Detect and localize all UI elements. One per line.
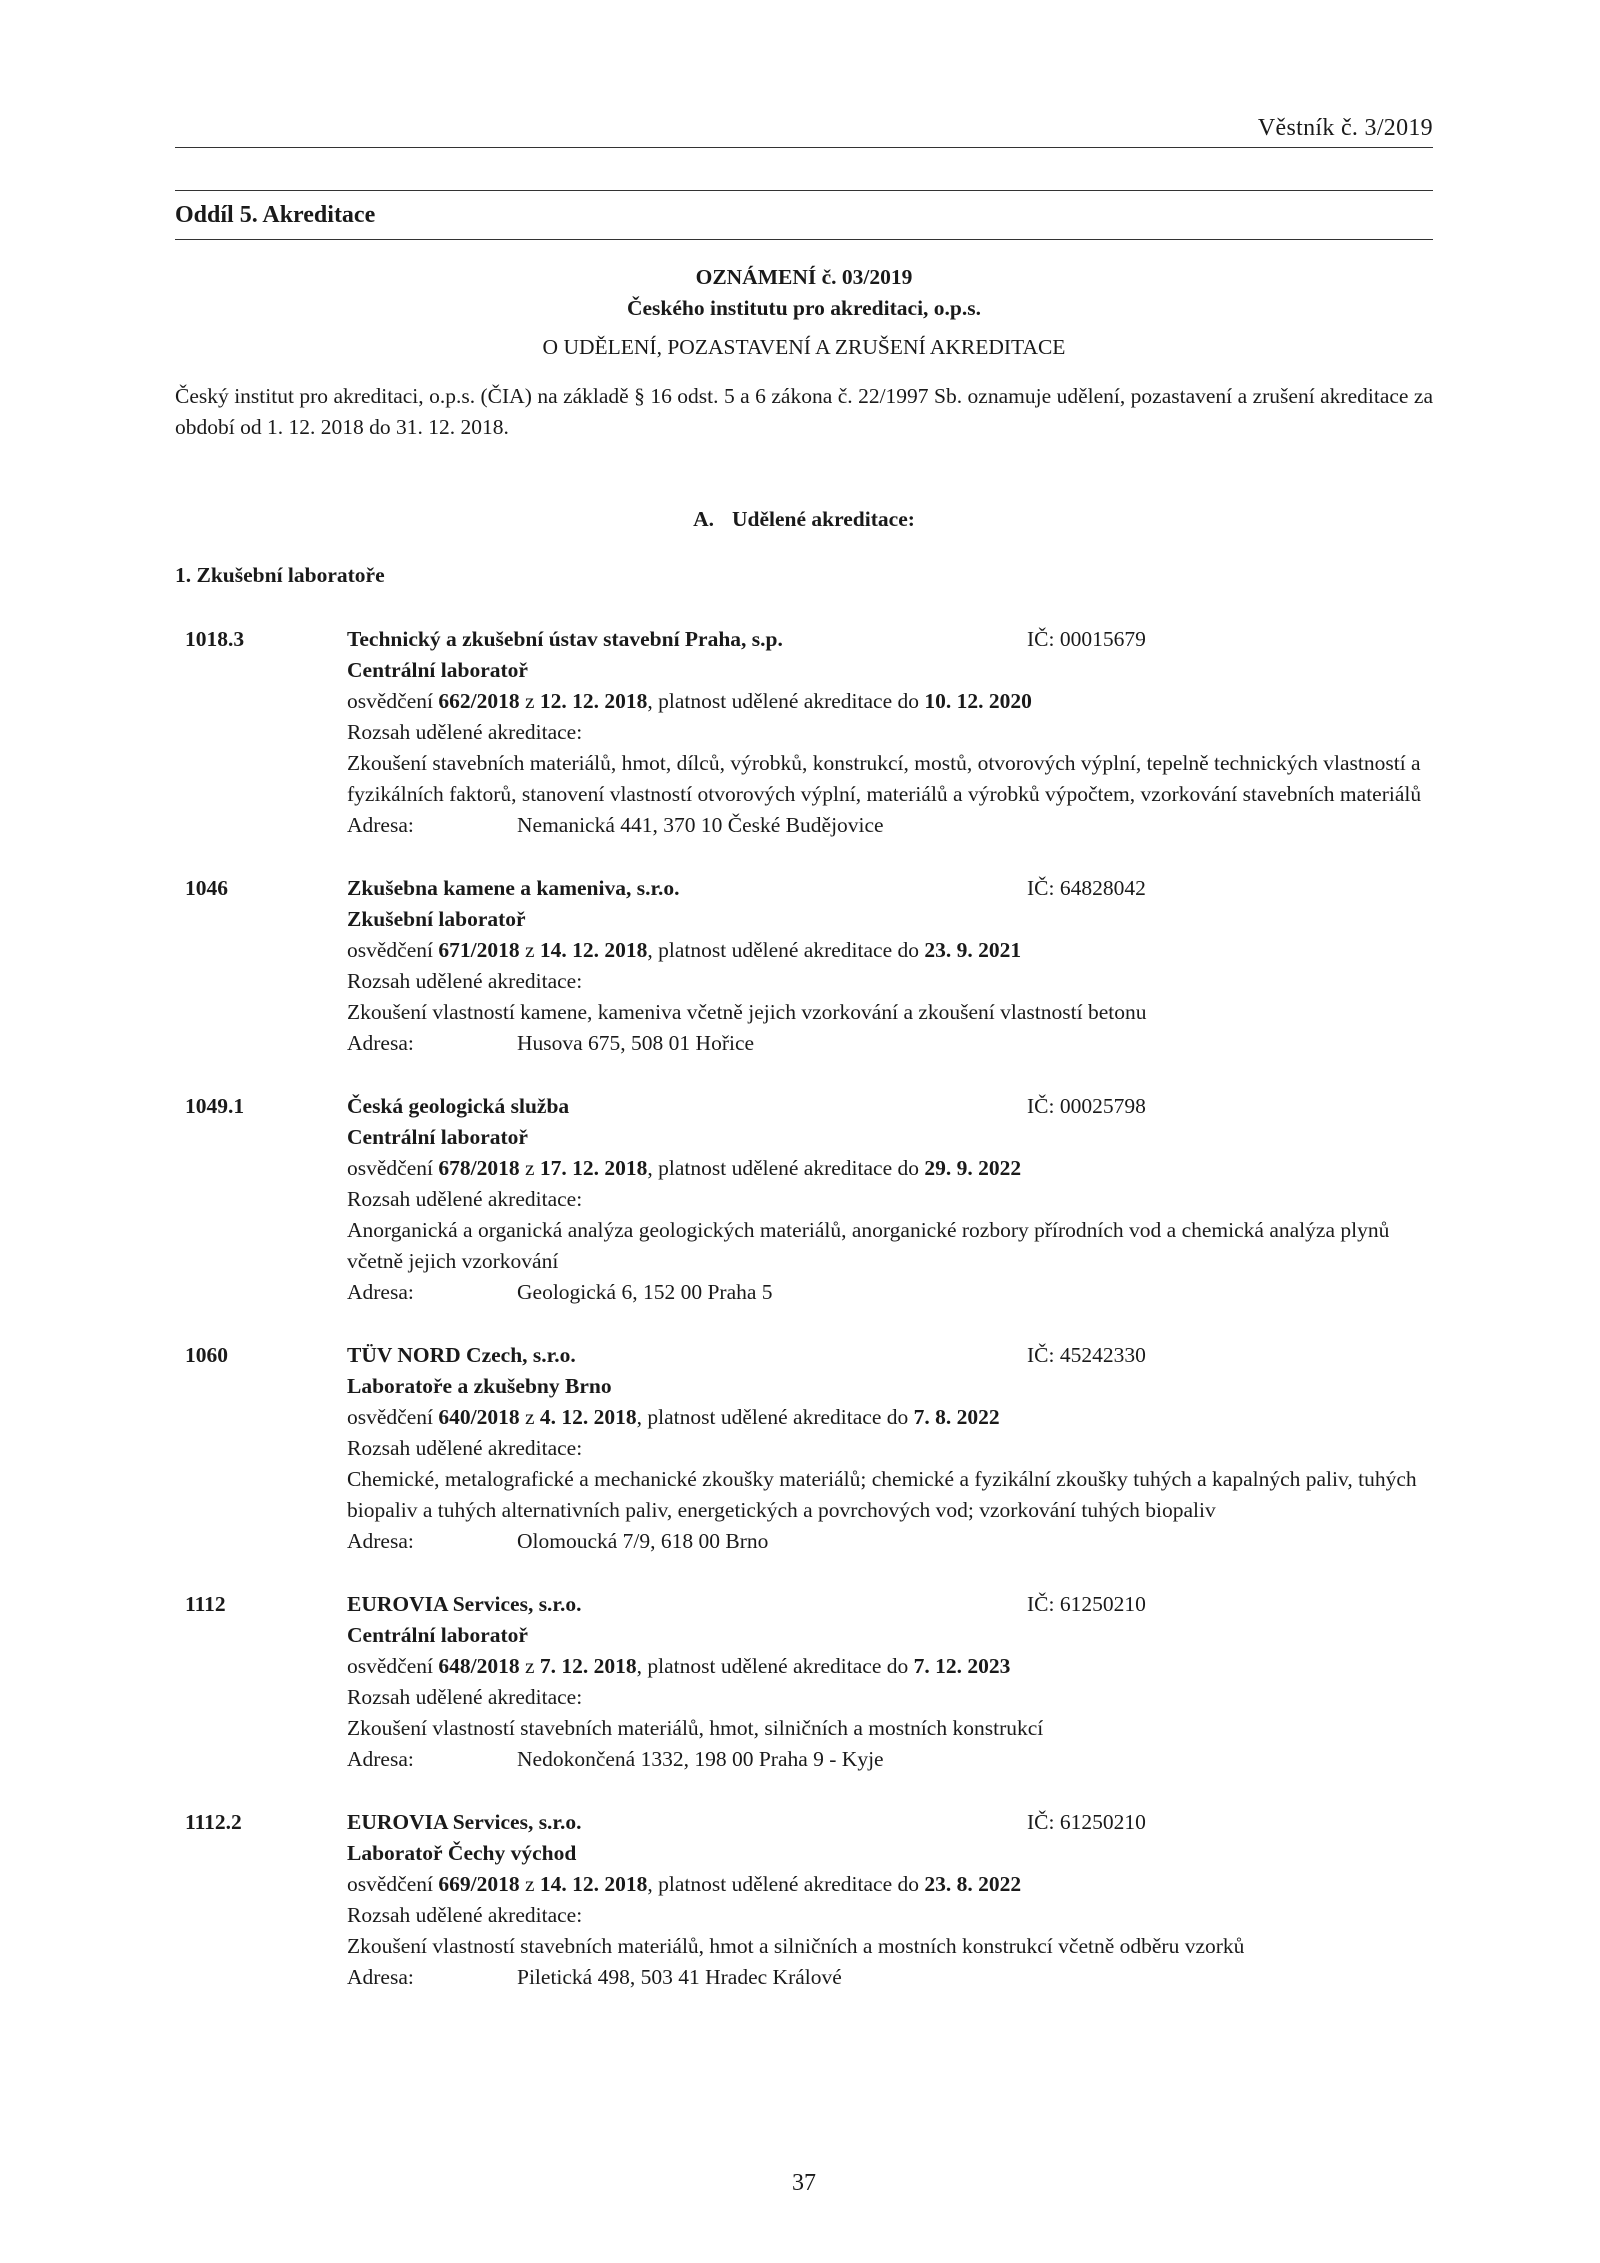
accreditation-list: [185, 624, 1433, 2025]
entry-header-line: [347, 1589, 1433, 1620]
entry-scope: Zkoušení vlastností stavebních materiálů, hmot, silničních a mostních konstrukcí: [347, 1716, 1044, 1740]
validity-label: , platnost udělené akreditace do: [636, 1405, 909, 1429]
entry-number: 1018.3: [185, 627, 245, 651]
certificate-number: 669/2018: [438, 1872, 520, 1896]
accreditation-entry: [185, 1340, 1433, 1557]
certificate-date: 17. 12. 2018: [539, 1156, 648, 1180]
entry-address-line: [347, 1277, 1433, 1308]
validity-label: , platnost udělené akreditace do: [647, 938, 920, 962]
scope-label: Rozsah udělené akreditace:: [347, 1685, 583, 1709]
entry-address: Nedokončená 1332, 198 00 Praha 9 - Kyje: [517, 1747, 884, 1771]
scope-label: Rozsah udělené akreditace:: [347, 1903, 583, 1927]
entry-organization: Zkušebna kamene a kameniva, s.r.o.: [347, 876, 680, 900]
header-rule: [175, 147, 1433, 148]
entry-body: [347, 873, 1433, 1059]
entry-address-line: [347, 810, 1433, 841]
certificate-from-label: z: [524, 1654, 535, 1678]
entry-number: 1112: [185, 1592, 226, 1616]
entry-address: Olomoucká 7/9, 618 00 Brno: [517, 1529, 769, 1553]
part-a-title: Udělené akreditace:: [731, 507, 915, 531]
notice-title: OZNÁMENÍ č. 03/2019: [695, 265, 913, 289]
entry-organization: EUROVIA Services, s.r.o.: [347, 1810, 582, 1834]
entry-certificate-line: [347, 935, 1433, 966]
valid-until-date: 23. 8. 2022: [924, 1872, 1022, 1896]
certificate-date: 4. 12. 2018: [539, 1405, 637, 1429]
entry-header-line: [347, 873, 1433, 904]
certificate-date: 14. 12. 2018: [539, 1872, 648, 1896]
entry-header-line: [347, 624, 1433, 655]
accreditation-entry: [185, 624, 1433, 841]
address-label: Adresa:: [347, 1965, 414, 1989]
entry-address-line: [347, 1744, 1433, 1775]
entry-address-line: [347, 1526, 1433, 1557]
entry-body: [347, 624, 1433, 841]
certificate-label: osvědčení: [347, 938, 433, 962]
certificate-from-label: z: [524, 1156, 535, 1180]
accreditation-entry: [185, 1091, 1433, 1308]
valid-until-date: 23. 9. 2021: [924, 938, 1022, 962]
address-label: Adresa:: [347, 1747, 414, 1771]
scope-label: Rozsah udělené akreditace:: [347, 969, 583, 993]
entry-organization: Technický a zkušební ústav stavební Praha, s.p.: [347, 627, 783, 651]
entry-address: Piletická 498, 503 41 Hradec Králové: [517, 1965, 842, 1989]
notice-intro: Český institut pro akreditaci, o.p.s. (ČIA) na základě § 16 odst. 5 a 6 zákona č. 22/1997 Sb. oznamuje udělení, pozastavení a zrušení akreditace za období od 1. 12. 2018 do 31. 12. 2018.: [175, 384, 1433, 439]
certificate-from-label: z: [524, 1872, 535, 1896]
entry-certificate-line: [347, 1869, 1433, 1900]
validity-label: , platnost udělené akreditace do: [647, 1156, 920, 1180]
valid-until-date: 7. 8. 2022: [913, 1405, 1000, 1429]
notice-subject: O UDĚLENÍ, POZASTAVENÍ A ZRUŠENÍ AKREDITACE: [542, 335, 1066, 359]
address-label: Adresa:: [347, 813, 414, 837]
certificate-number: 671/2018: [438, 938, 520, 962]
entry-unit: Centrální laboratoř: [347, 658, 528, 682]
entry-certificate-line: [347, 1402, 1433, 1433]
entry-body: [347, 1589, 1433, 1775]
certificate-from-label: z: [524, 689, 535, 713]
entry-address: Geologická 6, 152 00 Praha 5: [517, 1280, 773, 1304]
address-label: Adresa:: [347, 1529, 414, 1553]
certificate-date: 14. 12. 2018: [539, 938, 648, 962]
entry-address-line: [347, 1028, 1433, 1059]
entry-ico: IČ: 45242330: [1027, 1343, 1146, 1367]
entry-address-line: [347, 1962, 1433, 1993]
scope-label: Rozsah udělené akreditace:: [347, 1436, 583, 1460]
section-rule-bottom: [175, 239, 1433, 240]
valid-until-date: 7. 12. 2023: [913, 1654, 1011, 1678]
entry-organization: EUROVIA Services, s.r.o.: [347, 1592, 582, 1616]
certificate-label: osvědčení: [347, 1654, 433, 1678]
entry-number: 1060: [185, 1343, 228, 1367]
section-title: Oddíl 5. Akreditace: [175, 202, 376, 228]
notice-heading: [175, 262, 1433, 363]
entry-organization: TÜV NORD Czech, s.r.o.: [347, 1343, 576, 1367]
address-label: Adresa:: [347, 1280, 414, 1304]
part-a-letter: A.: [693, 507, 714, 531]
valid-until-date: 10. 12. 2020: [924, 689, 1032, 713]
category-heading: 1. Zkušební laboratoře: [175, 563, 385, 587]
entry-unit: Centrální laboratoř: [347, 1623, 528, 1647]
entry-number: 1046: [185, 876, 228, 900]
entry-unit: Laboratoře a zkušebny Brno: [347, 1374, 612, 1398]
entry-organization: Česká geologická služba: [347, 1094, 570, 1118]
entry-scope: Zkoušení stavebních materiálů, hmot, dílců, výrobků, konstrukcí, mostů, otvorových výplní, tepelně technických vlastností a fyzikálních faktorů, stanovení vlastností otvorových výplní, materiálů a výrobků výpočtem, vzorkování stavebních materiálů: [347, 751, 1422, 806]
entry-unit: Laboratoř Čechy východ: [347, 1841, 577, 1865]
entry-address: Husova 675, 508 01 Hořice: [517, 1031, 755, 1055]
accreditation-entry: [185, 873, 1433, 1059]
certificate-number: 648/2018: [438, 1654, 520, 1678]
certificate-number: 678/2018: [438, 1156, 520, 1180]
entry-body: [347, 1807, 1433, 1993]
entry-number: 1049.1: [185, 1094, 245, 1118]
accreditation-entry: [185, 1807, 1433, 1993]
entry-ico: IČ: 61250210: [1027, 1592, 1146, 1616]
page-number: 37: [792, 2170, 816, 2196]
running-header: Věstník č. 3/2019: [1257, 115, 1433, 141]
entry-ico: IČ: 00025798: [1027, 1094, 1146, 1118]
validity-label: , platnost udělené akreditace do: [636, 1654, 909, 1678]
certificate-date: 7. 12. 2018: [539, 1654, 637, 1678]
certificate-from-label: z: [524, 938, 535, 962]
scope-label: Rozsah udělené akreditace:: [347, 1187, 583, 1211]
entry-certificate-line: [347, 1651, 1433, 1682]
accreditation-entry: [185, 1589, 1433, 1775]
entry-ico: IČ: 61250210: [1027, 1810, 1146, 1834]
notice-institution: Českého institutu pro akreditaci, o.p.s.: [626, 296, 981, 320]
entry-header-line: [347, 1340, 1433, 1371]
validity-label: , platnost udělené akreditace do: [647, 689, 920, 713]
part-a-heading: [175, 504, 1433, 535]
entry-scope: Zkoušení vlastností stavebních materiálů, hmot a silničních a mostních konstrukcí včetně odběru vzorků: [347, 1934, 1245, 1958]
certificate-label: osvědčení: [347, 1156, 433, 1180]
entry-body: [347, 1340, 1433, 1557]
validity-label: , platnost udělené akreditace do: [647, 1872, 920, 1896]
certificate-label: osvědčení: [347, 1872, 433, 1896]
entry-certificate-line: [347, 1153, 1433, 1184]
address-label: Adresa:: [347, 1031, 414, 1055]
certificate-label: osvědčení: [347, 1405, 433, 1429]
entry-number: 1112.2: [185, 1810, 242, 1834]
entry-scope: Chemické, metalografické a mechanické zkoušky materiálů; chemické a fyzikální zkoušky tuhých a kapalných paliv, tuhých biopaliv a tuhých alternativních paliv, energetických a povrchových vod; vzorkování tuhých biopaliv: [347, 1467, 1417, 1522]
certificate-label: osvědčení: [347, 689, 433, 713]
scope-label: Rozsah udělené akreditace:: [347, 720, 583, 744]
entry-body: [347, 1091, 1433, 1308]
entry-header-line: [347, 1091, 1433, 1122]
entry-address: Nemanická 441, 370 10 České Budějovice: [517, 813, 884, 837]
entry-scope: Zkoušení vlastností kamene, kameniva včetně jejich vzorkování a zkoušení vlastností betonu: [347, 1000, 1147, 1024]
entry-ico: IČ: 00015679: [1027, 627, 1146, 651]
entry-certificate-line: [347, 686, 1433, 717]
entry-header-line: [347, 1807, 1433, 1838]
certificate-date: 12. 12. 2018: [539, 689, 648, 713]
valid-until-date: 29. 9. 2022: [924, 1156, 1022, 1180]
section-rule-top: [175, 190, 1433, 191]
document-page: [175, 0, 1433, 2263]
certificate-number: 640/2018: [438, 1405, 520, 1429]
certificate-number: 662/2018: [438, 689, 520, 713]
entry-ico: IČ: 64828042: [1027, 876, 1146, 900]
entry-unit: Centrální laboratoř: [347, 1125, 528, 1149]
entry-scope: Anorganická a organická analýza geologických materiálů, anorganické rozbory přírodních vod a chemická analýza plynů včetně jejich vzorkování: [347, 1218, 1390, 1273]
certificate-from-label: z: [524, 1405, 535, 1429]
entry-unit: Zkušební laboratoř: [347, 907, 526, 931]
